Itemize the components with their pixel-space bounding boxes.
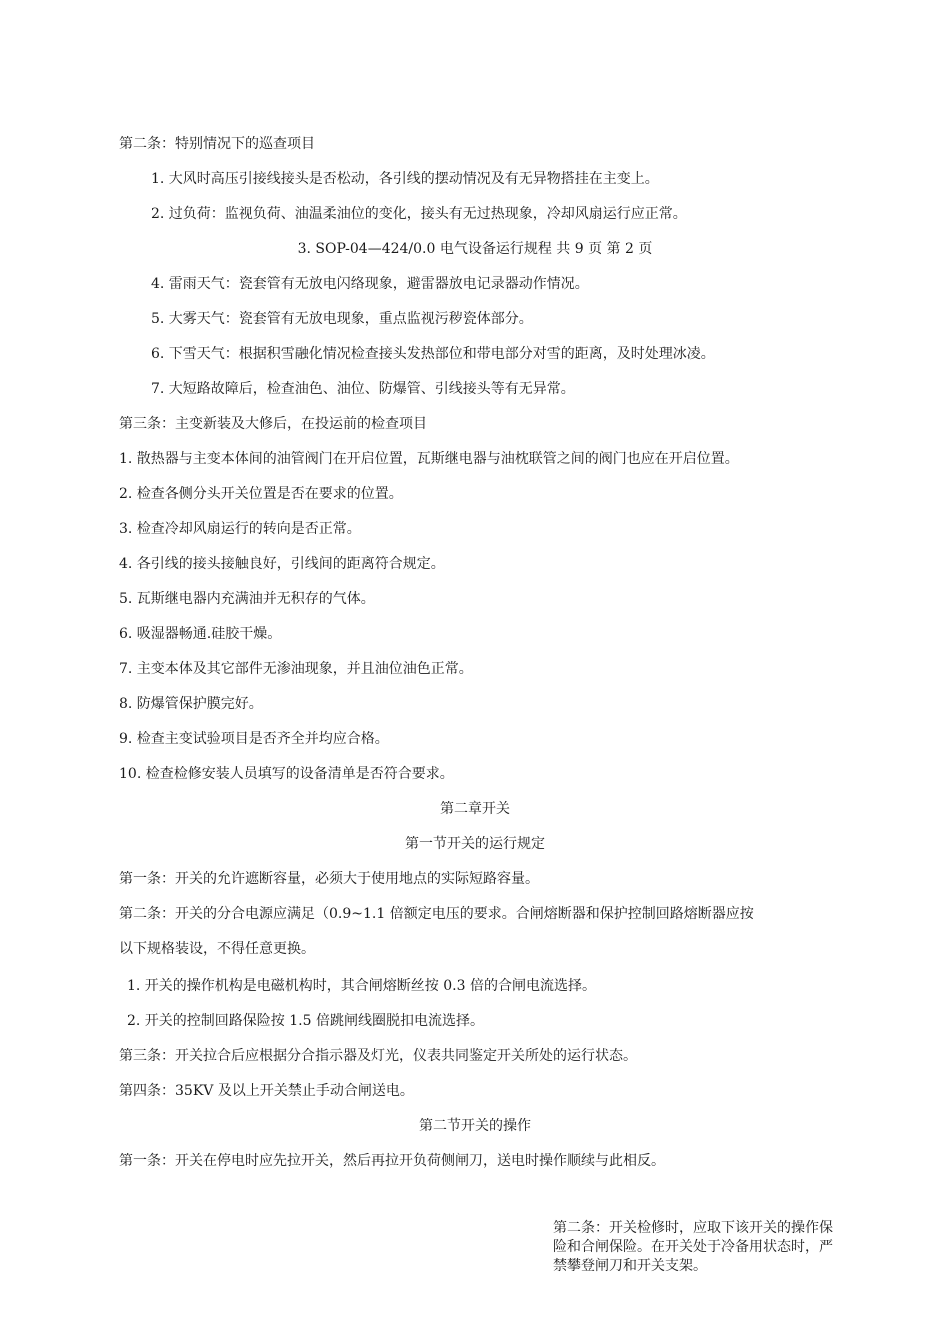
article-text: 第四条：35KV 及以上开关禁止手动合闸送电。 bbox=[119, 1083, 414, 1099]
list-item: 4. 雷雨天气：瓷套管有无放电闪络现象，避雷器放电记录器动作情况。 bbox=[151, 276, 589, 292]
article-text: 第三条：开关拉合后应根据分合指示器及灯光，仪表共同鉴定开关所处的运行状态。 bbox=[119, 1048, 637, 1064]
list-item: 2. 过负荷：监视负荷、油温柔油位的变化，接头有无过热现象，冷却风扇运行应正常。 bbox=[151, 206, 687, 222]
article-text: 第二条：开关的分合电源应满足（0.9~1.1 倍额定电压的要求。合闸熔断器和保护控制回路熔断器应按 bbox=[119, 906, 754, 922]
list-item: 2. 开关的控制回路保险按 1.5 倍跳闸线圈脱扣电流选择。 bbox=[127, 1013, 484, 1029]
list-item: 7. 大短路故障后，检查油色、油位、防爆管、引线接头等有无异常。 bbox=[151, 381, 575, 397]
document-reference: 3. SOP-04—424/0.0 电气设备运行规程 共 9 页 第 2 页 bbox=[297, 241, 653, 257]
list-item: 8. 防爆管保护膜完好。 bbox=[119, 696, 263, 712]
chapter-title: 第二章开关 bbox=[440, 801, 510, 817]
article-text-box: 第二条：开关检修时，应取下该开关的操作保险和合闸保险。在开关处于冷备用状态时，严禁攀登闸刀和开关支架。 bbox=[553, 1220, 833, 1274]
list-item: 1. 大风时高压引接线接头是否松动，各引线的摆动情况及有无异物搭挂在主变上。 bbox=[151, 171, 659, 187]
section-title: 第二节开关的操作 bbox=[419, 1118, 531, 1134]
article-2-heading: 第二条：特别情况下的巡查项目 bbox=[119, 136, 315, 152]
list-item: 10. 检查检修安装人员填写的设备清单是否符合要求。 bbox=[119, 766, 454, 782]
list-item: 7. 主变本体及其它部件无渗油现象，并且油位油色正常。 bbox=[119, 661, 473, 677]
list-item: 6. 吸湿器畅通.硅胶干燥。 bbox=[119, 626, 282, 642]
article-text: 以下规格装设，不得任意更换。 bbox=[119, 941, 315, 957]
article-text: 第一条：开关的允许遮断容量，必须大于使用地点的实际短路容量。 bbox=[119, 871, 539, 887]
list-item: 6. 下雪天气：根据积雪融化情况检查接头发热部位和带电部分对雪的距离，及时处理冰凌。 bbox=[151, 346, 715, 362]
article-3-heading: 第三条：主变新装及大修后，在投运前的检查项目 bbox=[119, 416, 427, 432]
section-title: 第一节开关的运行规定 bbox=[405, 836, 545, 852]
list-item: 5. 瓦斯继电器内充满油并无积存的气体。 bbox=[119, 591, 375, 607]
article-text: 第一条：开关在停电时应先拉开关，然后再拉开负荷侧闸刀，送电时操作顺续与此相反。 bbox=[119, 1153, 665, 1169]
list-item: 1. 散热器与主变本体间的油管阀门在开启位置，瓦斯继电器与油枕联管之间的阀门也应在开启位置。 bbox=[119, 451, 739, 467]
list-item: 3. 检查冷却风扇运行的转向是否正常。 bbox=[119, 521, 361, 537]
list-item: 2. 检查各侧分头开关位置是否在要求的位置。 bbox=[119, 486, 403, 502]
list-item: 1. 开关的操作机构是电磁机构时，其合闸熔断丝按 0.3 倍的合闸电流选择。 bbox=[127, 978, 596, 994]
list-item: 4. 各引线的接头接触良好，引线间的距离符合规定。 bbox=[119, 556, 445, 572]
list-item: 9. 检查主变试验项目是否齐全并均应合格。 bbox=[119, 731, 389, 747]
list-item: 5. 大雾天气：瓷套管有无放电现象，重点监视污秽瓷体部分。 bbox=[151, 311, 533, 327]
